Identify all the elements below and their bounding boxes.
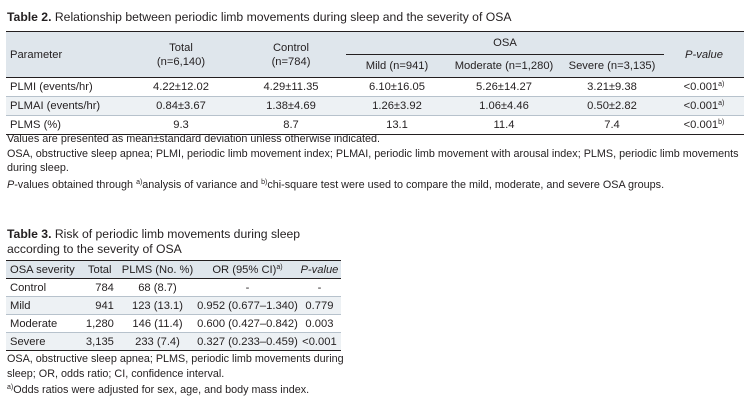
- table2-header-row: [6, 32, 744, 55]
- cell-p-sup: a): [718, 100, 725, 107]
- cell-total: 1,280: [82, 315, 118, 333]
- table-row: [6, 279, 341, 297]
- cell-severity: Mild: [6, 297, 82, 315]
- cell-severity: Moderate: [6, 315, 82, 333]
- cell-plms: 68 (8.7): [118, 279, 197, 297]
- cell-p-value: <0.001: [683, 81, 719, 93]
- cell-or: 0.952 (0.677–1.340): [197, 297, 298, 315]
- cell-mild: 1.26±3.92: [346, 97, 448, 116]
- cell-mild: 6.10±16.05: [346, 78, 448, 97]
- cell-p: 0.779: [298, 297, 341, 315]
- header-mild: Mild (n=941): [346, 55, 448, 78]
- cell-param: PLMAI (events/hr): [6, 97, 126, 116]
- header-or-text: OR (95% CI): [212, 263, 277, 276]
- cell-moderate: 1.06±4.46: [448, 97, 560, 116]
- cell-p: <0.001: [298, 333, 341, 351]
- cell-p: [664, 97, 744, 116]
- header-moderate: Moderate (n=1,280): [448, 55, 560, 78]
- table2-notes: [7, 132, 745, 192]
- table-row: [6, 78, 744, 97]
- cell-p: 0.003: [298, 315, 341, 333]
- cell-or: 0.600 (0.427–0.842): [197, 315, 298, 333]
- cell-total: 9.3: [126, 116, 236, 135]
- cell-moderate: 11.4: [448, 116, 560, 135]
- cell-severe: 0.50±2.82: [560, 97, 664, 116]
- note-3a: -values obtained through: [14, 178, 137, 191]
- header-pvalue: [298, 261, 341, 279]
- header-pvalue-text: P-value: [685, 48, 723, 61]
- table2-label: Table 2.: [7, 10, 52, 24]
- cell-severe: 3.21±9.38: [560, 78, 664, 97]
- cell-total: 3,135: [82, 333, 118, 351]
- table-row: [6, 315, 341, 333]
- note-sup-a: a): [7, 384, 14, 392]
- cell-total: 0.84±3.67: [126, 97, 236, 116]
- table2-note-2: OSA, obstructive sleep apnea; PLMI, periodic limb movement index; PLMAI, periodic limb movement with arousal index; PLMS, periodic limb movements during sleep.: [7, 147, 739, 175]
- note-p-italic: P: [7, 178, 15, 191]
- header-plms: PLMS (No. %): [118, 261, 197, 279]
- table2-caption: [7, 10, 511, 25]
- table3: [6, 260, 341, 351]
- note-2-text: Odds ratios were adjusted for sex, age, and body mass index.: [13, 384, 310, 397]
- table3-note-2: [7, 381, 347, 398]
- table3-label: Table 3.: [7, 227, 52, 241]
- table2-title: Relationship between periodic limb movements during sleep and the severity of OSA: [54, 10, 512, 24]
- cell-moderate: 5.26±14.27: [448, 78, 560, 97]
- note-sup-b: b): [261, 178, 268, 186]
- header-severity: OSA severity: [6, 261, 82, 279]
- header-or-sup: a): [276, 263, 283, 271]
- cell-plms: 123 (13.1): [118, 297, 197, 315]
- note-3b: analysis of variance and: [142, 178, 262, 191]
- cell-severity: Control: [6, 279, 82, 297]
- header-parameter: Parameter: [6, 32, 126, 78]
- table3-note-1: OSA, obstructive sleep apnea; PLMS, periodic limb movements during sleep; OR, odds ratio; CI, confidence interval.: [7, 353, 344, 380]
- cell-control: 1.38±4.69: [236, 97, 346, 116]
- cell-or: 0.327 (0.233–0.459): [197, 333, 298, 351]
- cell-p-value: <0.001: [683, 119, 719, 131]
- table-row: [6, 97, 744, 116]
- header-control: [236, 32, 346, 78]
- cell-control: 8.7: [236, 116, 346, 135]
- table2-note-3: [7, 176, 745, 193]
- header-control-n: (n=784): [271, 55, 311, 68]
- table3-header-row: [6, 261, 341, 279]
- cell-p-value: <0.001: [683, 100, 719, 112]
- header-control-label: Control: [272, 41, 310, 54]
- table-row: [6, 297, 341, 315]
- cell-total: 941: [82, 297, 118, 315]
- cell-param: PLMS (%): [6, 116, 126, 135]
- cell-severity: Severe: [6, 333, 82, 351]
- cell-severe: 7.4: [560, 116, 664, 135]
- table3-caption: [7, 227, 347, 257]
- cell-total: 784: [82, 279, 118, 297]
- table-row: [6, 333, 341, 351]
- cell-p: -: [298, 279, 341, 297]
- cell-control: 4.29±11.35: [236, 78, 346, 97]
- cell-mild: 13.1: [346, 116, 448, 135]
- header-total-label: Total: [169, 41, 193, 54]
- note-3c: chi-square test were used to compare the mild, moderate, and severe OSA groups.: [267, 178, 665, 191]
- header-pvalue: [664, 32, 744, 78]
- header-pvalue-text: P-value: [300, 263, 339, 276]
- cell-or: -: [197, 279, 298, 297]
- header-total: Total: [82, 261, 118, 279]
- header-total-n: (n=6,140): [156, 55, 206, 68]
- table2-note-1: Values are presented as mean±standard deviation unless otherwise indicated.: [7, 133, 381, 145]
- table3-title: Risk of periodic limb movements during sleep according to the severity of OSA: [7, 227, 301, 256]
- note-sup-a: a): [136, 178, 143, 186]
- cell-plms: 146 (11.4): [118, 315, 197, 333]
- cell-total: 4.22±12.02: [126, 78, 236, 97]
- cell-p: [664, 78, 744, 97]
- table3-notes: [7, 352, 347, 398]
- header-severe: Severe (n=3,135): [560, 55, 664, 78]
- cell-plms: 233 (7.4): [118, 333, 197, 351]
- table2: [6, 31, 744, 135]
- cell-p-sup: b): [718, 119, 725, 126]
- header-total: [126, 32, 236, 78]
- header-or: [197, 261, 298, 279]
- header-osa: OSA: [346, 32, 664, 55]
- cell-p-sup: a): [718, 81, 725, 88]
- cell-param: PLMI (events/hr): [6, 78, 126, 97]
